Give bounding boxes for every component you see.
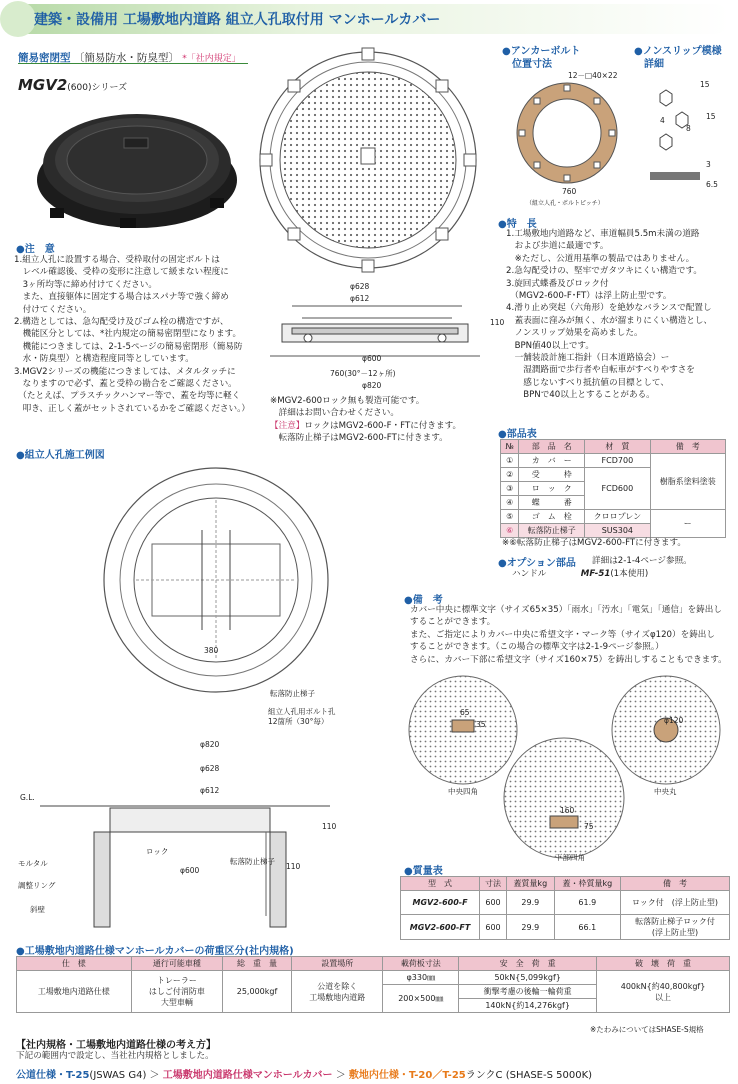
- anchor-title2: 位置寸法: [512, 59, 552, 70]
- note-line: 付けてください。: [14, 304, 92, 315]
- mgv-note-line: 転落防止梯子はMGV2-600-FTに付きます。: [270, 433, 448, 444]
- dim-pitch: 760(30°－12ヶ所): [330, 369, 396, 378]
- notes-body: [14, 254, 250, 415]
- table-row: 仕 様 通行可能車種 総 重 量 設置場所 載荷板寸法 安 全 荷 重 破 壊 荷 重: [17, 957, 730, 971]
- install-gl: G.L.: [20, 793, 35, 802]
- remark-d120: φ120: [664, 716, 684, 725]
- remark-d160: 160: [560, 806, 575, 815]
- mgv-note-line: 詳細はお問い合わせください。: [270, 408, 399, 419]
- remark-d65: 65: [460, 708, 470, 717]
- options-detail: 詳細は2-1-4ページ参照。: [592, 556, 692, 566]
- install-lock: ロック: [146, 847, 169, 856]
- feature-line: 3.旋回式蝶番及びロック付: [506, 278, 609, 289]
- table-row: MGV2-600-FT 600 29.9 66.1 転落防止梯子ロック付 (浮上防止型): [401, 915, 730, 940]
- remark-cap2: 中央丸: [654, 787, 677, 796]
- install-title: ●組立人孔施工例図: [16, 450, 105, 461]
- mgv-note-line: ※MGV2-600ロック無も製造可能です。: [270, 396, 425, 406]
- header-circle: [0, 1, 36, 37]
- install-ring: 調整リング: [18, 881, 56, 890]
- remark-line: さらに、カバー下部に希望文字（サイズ160×75）を鋳出しすることもできます。: [410, 654, 727, 665]
- install-h110a: 110: [322, 822, 337, 831]
- install-d628: φ628: [200, 764, 220, 773]
- table-row: 200×500㎜ 衝撃考慮の後輪一輪荷重: [17, 985, 730, 999]
- install-mortar: モルタル: [18, 859, 48, 868]
- install-d612: φ612: [200, 786, 220, 795]
- table-row: ⑥ 転落防止梯子 SUS304: [501, 524, 726, 538]
- dim-612: φ612: [350, 294, 370, 303]
- nonslip-d1: 15: [700, 80, 710, 89]
- note-line: （たとえば、プラスチックハンマー等で、蓋を均等に軽く: [14, 391, 241, 402]
- anchor-dim-out: 760: [562, 187, 577, 196]
- parts-table: [500, 439, 726, 538]
- nonslip-d5: 3: [706, 160, 711, 169]
- feature-line: 一舗装設計施工指針（日本道路協会）ー: [506, 353, 670, 364]
- weights-table: [400, 876, 730, 940]
- install-ladder: 転落防止梯子: [270, 689, 315, 698]
- feature-line: BPN値40以上です。: [506, 340, 594, 351]
- weights-title: ●質量表: [404, 866, 443, 877]
- table-row: 140kN{約14,276kgf}: [17, 999, 730, 1013]
- note-line: なりますので必ず、蓋と受枠の勘合をご確認ください。: [14, 379, 237, 390]
- note-line: 叩き、正しく蓋がセットされているかをご確認ください。）: [14, 403, 250, 414]
- dim-628: φ628: [350, 282, 370, 291]
- table-row: ② 受 枠 FCD600: [501, 468, 726, 482]
- nonslip-pattern-drawing: [646, 80, 706, 190]
- anchor-title: ●アンカーボルト: [502, 46, 581, 57]
- features-body: [506, 228, 712, 402]
- footer-line: 下記の範囲内で設定し、当社社内規格としました。: [16, 1051, 214, 1061]
- load-table: [16, 956, 730, 1013]
- install-plan-drawing: [96, 460, 336, 700]
- mgv-note: [270, 395, 461, 445]
- dim-600: φ600: [362, 354, 382, 363]
- remarks-title: ●備 考: [404, 595, 443, 606]
- table-row: MGV2-600-F 600 29.9 61.9 ロック付 (浮上防止型): [401, 891, 730, 915]
- install-d380: 380: [204, 646, 219, 655]
- nonslip-d6: 6.5: [706, 180, 718, 189]
- remark-line: することができます。: [410, 617, 496, 628]
- remarks-body: [410, 604, 727, 666]
- install-d600: φ600: [180, 866, 200, 875]
- model-name: MGV2(600)シリーズ: [18, 76, 128, 94]
- nonslip-d4: 8: [686, 124, 691, 133]
- table-row: ④ 蝶 番: [501, 496, 726, 510]
- table-row: ① カ バ ー FCD700 樹脂系塗料塗装: [501, 454, 726, 468]
- feature-line: BPNで40以上とすることがある。: [506, 390, 655, 401]
- remark-cap1: 中央四角: [448, 787, 478, 796]
- nonslip-title2: 詳細: [644, 59, 664, 70]
- nonslip-d2: 15: [706, 112, 716, 121]
- options-title: ●オプション部品: [498, 558, 576, 569]
- nonslip-title: ●ノンスリップ模様: [634, 46, 722, 57]
- footer-title: 【社内規格・工場敷地内道路仕様の考え方】: [16, 1040, 216, 1051]
- page-title: 建築・設備用 工場敷地内道路 組立人孔取付用 マンホールカバー: [34, 12, 441, 28]
- remark-line: カバー中央に標準文字（サイズ65×35）「雨水」「汚水」「電気」「通信」を鋳出し: [410, 605, 722, 615]
- note-line: 機能につきましては、2-1-5ページの簡易密閉形（簡易防: [14, 341, 243, 352]
- note-line: 3ヶ所均等に締め付けてください。: [14, 279, 157, 290]
- table-row: № 部 品 名 材 質 備 考: [501, 440, 726, 454]
- table-row: 工場敷地内道路仕様 トレーラー はしご付消防車 大型車輌 25,000kgf 公道を除く 工場敷地内道路 φ330㎜ 50kN{5,099kgf} 400kN{約40,800kgf} 以上: [17, 971, 730, 985]
- parts-title: ●部品表: [498, 429, 537, 440]
- footer-scale: 公道仕様・T-25(JSWAS G4) ＞ 工場敷地内道路仕様マンホールカバー ＞ 敷地内仕様・T-20／T-25ランクC (SHASE-S 5000K): [16, 1070, 593, 1081]
- feature-line: 1.工場敷地内道路など、車道幅員5.5m未満の道路: [506, 229, 700, 239]
- feature-line: 蓋表面に窪みが無く、水が溜まりにくい構造とし、: [506, 315, 713, 326]
- note-line: レベル確認後、受枠の変形に注意して緩まない程度に: [14, 267, 229, 278]
- anchor-dim1: 12－□40×22: [568, 71, 618, 80]
- feature-line: （MGV2-600-F･FT）は浮上防止型です。: [506, 291, 672, 302]
- type-note: *「社内規定」: [182, 54, 241, 64]
- feature-line: 4.滑り止め突起（六角形）を絶妙なバランスで配置し: [506, 303, 712, 314]
- table-row: ⑤ ゴ ム 栓 クロロプレン ー: [501, 510, 726, 524]
- feature-line: 感じないすべり抵抗値の目標として、: [506, 377, 669, 388]
- remark-line: また、ご指定によりカバー中央に希望文字・マーク等（サイズφ120）を鋳出し: [410, 629, 715, 640]
- type-sub: 〔簡易防水・防臭型〕: [73, 52, 179, 64]
- install-bolt2: 12箇所（30°毎）: [268, 717, 329, 726]
- note-line: 3.MGV2シリーズの機能につきましては、メタルタッチに: [14, 366, 236, 377]
- cover-variants-drawing: [408, 674, 730, 864]
- install-d820: φ820: [200, 740, 220, 749]
- remark-d75: 75: [584, 822, 594, 831]
- cover-plan-drawing: [258, 40, 478, 280]
- type-main: 簡易密閉型: [18, 52, 71, 64]
- dim-h110: 110: [490, 318, 505, 327]
- nonslip-d3: 4: [660, 116, 665, 125]
- remark-cap3: 下部四角: [555, 853, 585, 862]
- load-footnote: ※たわみについてはSHASE-S規格: [590, 1025, 704, 1034]
- parts-note: ※⑥転落防止梯子はMGV2-600-FTに付きます。: [502, 538, 687, 548]
- options-item: ハンドル MF-51(1本使用): [512, 569, 649, 579]
- anchor-ring-drawing: [512, 80, 622, 186]
- table-row: ③ ロ ッ ク: [501, 482, 726, 496]
- feature-line: 2.急勾配受けの、堅牢でガタツキにくい構造です。: [506, 266, 702, 277]
- anchor-caption: （組立人孔・ボルトピッチ）: [526, 200, 604, 207]
- type-underline: [18, 63, 248, 64]
- note-line: 2.構造としては、急勾配受け及びゴム栓の構造ですが、: [14, 317, 229, 328]
- product-photo: [30, 98, 245, 238]
- remark-line: することができます。（この場合の標準文字は2-1-9ページ参照。）: [410, 642, 664, 653]
- load-title: ●工場敷地内道路仕様マンホールカバーの荷重区分(社内規格): [16, 946, 294, 957]
- install-bolt: 組立人孔用ボルト孔: [268, 707, 336, 716]
- remark-d35: 35: [476, 720, 486, 729]
- feature-line: および歩道に最適です。: [506, 241, 609, 252]
- table-row: 型 式 寸法 蓋質量kg 蓋・枠質量kg 備 考: [401, 877, 730, 891]
- note-line: 機能区分としては、*社内規定の簡易密閉型になります。: [14, 329, 242, 340]
- dim-820: φ820: [362, 381, 382, 390]
- feature-line: 湿潤路面で歩行者や自転車がすべりやすさを: [506, 365, 695, 376]
- mgv-note-line: 【注意】ロックはMGV2-600-F・FTに付きます。: [270, 420, 462, 431]
- feature-line: ノンスリップ効果を高めました。: [506, 328, 643, 339]
- install-wall: 斜壁: [30, 905, 45, 914]
- notes-title: ●注 意: [16, 244, 55, 255]
- feature-line: ※ただし、公道用基準の製品ではありません。: [506, 253, 695, 264]
- install-h110b: 110: [286, 862, 301, 871]
- note-line: また、直接躯体に固定する場合はスパナ等で強く締め: [14, 292, 229, 303]
- note-line: 水・防臭型）と構造程度同等としています。: [14, 354, 194, 365]
- features-title: ●特 長: [498, 219, 537, 230]
- note-line: 1.組立人孔に設置する場合、受枠取付の固定ボルトは: [14, 255, 220, 265]
- install-ladder2: 転落防止梯子: [230, 857, 275, 866]
